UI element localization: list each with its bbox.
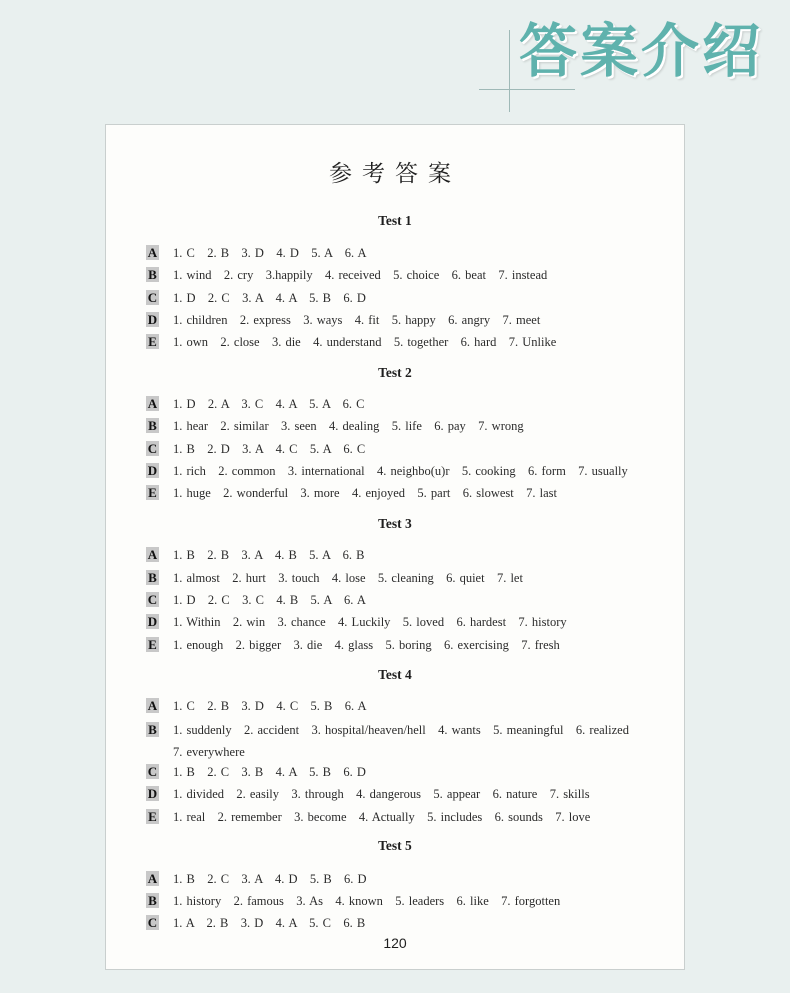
- answer-row-test3-c: [146, 591, 670, 610]
- part-letter-badge: C: [147, 915, 158, 930]
- answer-text: 1. own 2. close 3. die 4. understand 5. together 6. hard 7. Unlike: [173, 335, 557, 349]
- answer-row-test3-b: [146, 569, 670, 588]
- answer-text: 1. B 2. B 3. A 4. B 5. A 6. B: [173, 548, 365, 562]
- section-title-test-2: Test 2: [378, 365, 412, 380]
- answer-text: 1. hear 2. similar 3. seen 4. dealing 5. life 6. pay 7. wrong: [173, 419, 524, 433]
- section-title-test-1: Test 1: [378, 213, 412, 228]
- answer-text: 1. history 2. famous 3. As 4. known 5. leaders 6. like 7. forgotten: [173, 894, 561, 908]
- answer-row-test5-b: [146, 892, 670, 911]
- part-letter-badge: A: [147, 396, 158, 411]
- answer-text: 1. D 2. A 3. C 4. A 5. A 6. C: [173, 397, 365, 411]
- part-letter-badge: C: [147, 764, 158, 779]
- banner-title: 答案介绍: [519, 17, 764, 85]
- answer-row-test4-d: [146, 785, 670, 804]
- answer-text: 1. C 2. B 3. D 4. C 5. B 6. A: [173, 699, 367, 713]
- part-letter-badge: A: [147, 698, 158, 713]
- answer-text: 1. divided 2. easily 3. through 4. dangerous 5. appear 6. nature 7. skills: [173, 787, 590, 801]
- answer-row-test4-b: [146, 721, 670, 762]
- answer-row-test3-d: [146, 613, 670, 632]
- part-letter-badge: E: [146, 637, 159, 652]
- part-letter-badge: E: [146, 485, 159, 500]
- answer-row-test1-c: [146, 289, 670, 308]
- part-letter-badge: D: [147, 614, 158, 629]
- answer-text: 1. suddenly 2. accident 3. hospital/heaven/hell 4. wants 5. meaningful 6. realized 7. everywhere: [173, 723, 629, 759]
- part-letter-badge: A: [147, 871, 158, 886]
- answer-text: 1. C 2. B 3. D 4. D 5. A 6. A: [173, 246, 367, 260]
- answer-row-test4-c: [146, 763, 670, 782]
- answer-row-test1-d: [146, 311, 670, 330]
- part-letter-badge: C: [147, 441, 158, 456]
- part-letter-badge: D: [147, 786, 158, 801]
- answer-row-test2-e: [146, 484, 670, 503]
- answer-row-test4-e: [146, 808, 670, 827]
- part-letter-badge: C: [147, 290, 158, 305]
- answer-row-test1-a: [146, 244, 670, 263]
- part-letter-badge: B: [146, 893, 159, 908]
- answer-row-test2-d: [146, 462, 670, 481]
- part-letter-badge: A: [147, 245, 158, 260]
- part-letter-badge: B: [146, 267, 159, 282]
- page-title: 参考答案: [329, 161, 461, 187]
- answer-text: 1. B 2. D 3. A 4. C 5. A 6. C: [173, 442, 366, 456]
- part-letter-badge: E: [146, 809, 159, 824]
- part-letter-badge: B: [146, 418, 159, 433]
- answer-text: 1. enough 2. bigger 3. die 4. glass 5. boring 6. exercising 7. fresh: [173, 638, 560, 652]
- header-horizontal-rule: [479, 89, 575, 90]
- answer-row-test5-c: [146, 914, 670, 933]
- header-vertical-rule: [509, 30, 510, 112]
- answer-text: 1. huge 2. wonderful 3. more 4. enjoyed 5. part 6. slowest 7. last: [173, 486, 557, 500]
- part-letter-badge: C: [147, 592, 158, 607]
- answer-text: 1. almost 2. hurt 3. touch 4. lose 5. cleaning 6. quiet 7. let: [173, 571, 523, 585]
- answer-text: 1. children 2. express 3. ways 4. fit 5. happy 6. angry 7. meet: [173, 313, 541, 327]
- answer-text: 1. A 2. B 3. D 4. A 5. C 6. B: [173, 916, 366, 930]
- answer-text: 1. D 2. C 3. A 4. A 5. B 6. D: [173, 291, 366, 305]
- page-number: 120: [383, 935, 407, 951]
- part-letter-badge: B: [146, 722, 159, 737]
- answer-row-test2-a: [146, 395, 670, 414]
- answer-text: 1. Within 2. win 3. chance 4. Luckily 5. loved 6. hardest 7. history: [173, 615, 567, 629]
- answer-text: 1. real 2. remember 3. become 4. Actually 5. includes 6. sounds 7. love: [173, 810, 591, 824]
- answer-row-test1-b: [146, 266, 670, 285]
- part-letter-badge: A: [147, 547, 158, 562]
- answer-text: 1. D 2. C 3. C 4. B 5. A 6. A: [173, 593, 366, 607]
- answer-row-test3-e: [146, 636, 670, 655]
- answer-text: 1. B 2. C 3. A 4. D 5. B 6. D: [173, 872, 367, 886]
- answer-row-test2-c: [146, 440, 670, 459]
- section-title-test-3: Test 3: [378, 516, 412, 531]
- answer-row-test3-a: [146, 546, 670, 565]
- answer-text: 1. B 2. C 3. B 4. A 5. B 6. D: [173, 765, 366, 779]
- answer-sheet: [105, 124, 685, 970]
- answer-text: 1. rich 2. common 3. international 4. neighbo(u)r 5. cooking 6. form 7. usually: [173, 464, 628, 478]
- answer-text: 1. wind 2. cry 3.happily 4. received 5. choice 6. beat 7. instead: [173, 268, 548, 282]
- section-title-test-4: Test 4: [378, 667, 412, 682]
- section-title-test-5: Test 5: [378, 838, 412, 853]
- answer-row-test1-e: [146, 333, 670, 352]
- answer-row-test4-a: [146, 697, 670, 716]
- answer-row-test5-a: [146, 870, 670, 889]
- part-letter-badge: B: [146, 570, 159, 585]
- part-letter-badge: D: [147, 312, 158, 327]
- part-letter-badge: D: [147, 463, 158, 478]
- answer-row-test2-b: [146, 417, 670, 436]
- part-letter-badge: E: [146, 334, 159, 349]
